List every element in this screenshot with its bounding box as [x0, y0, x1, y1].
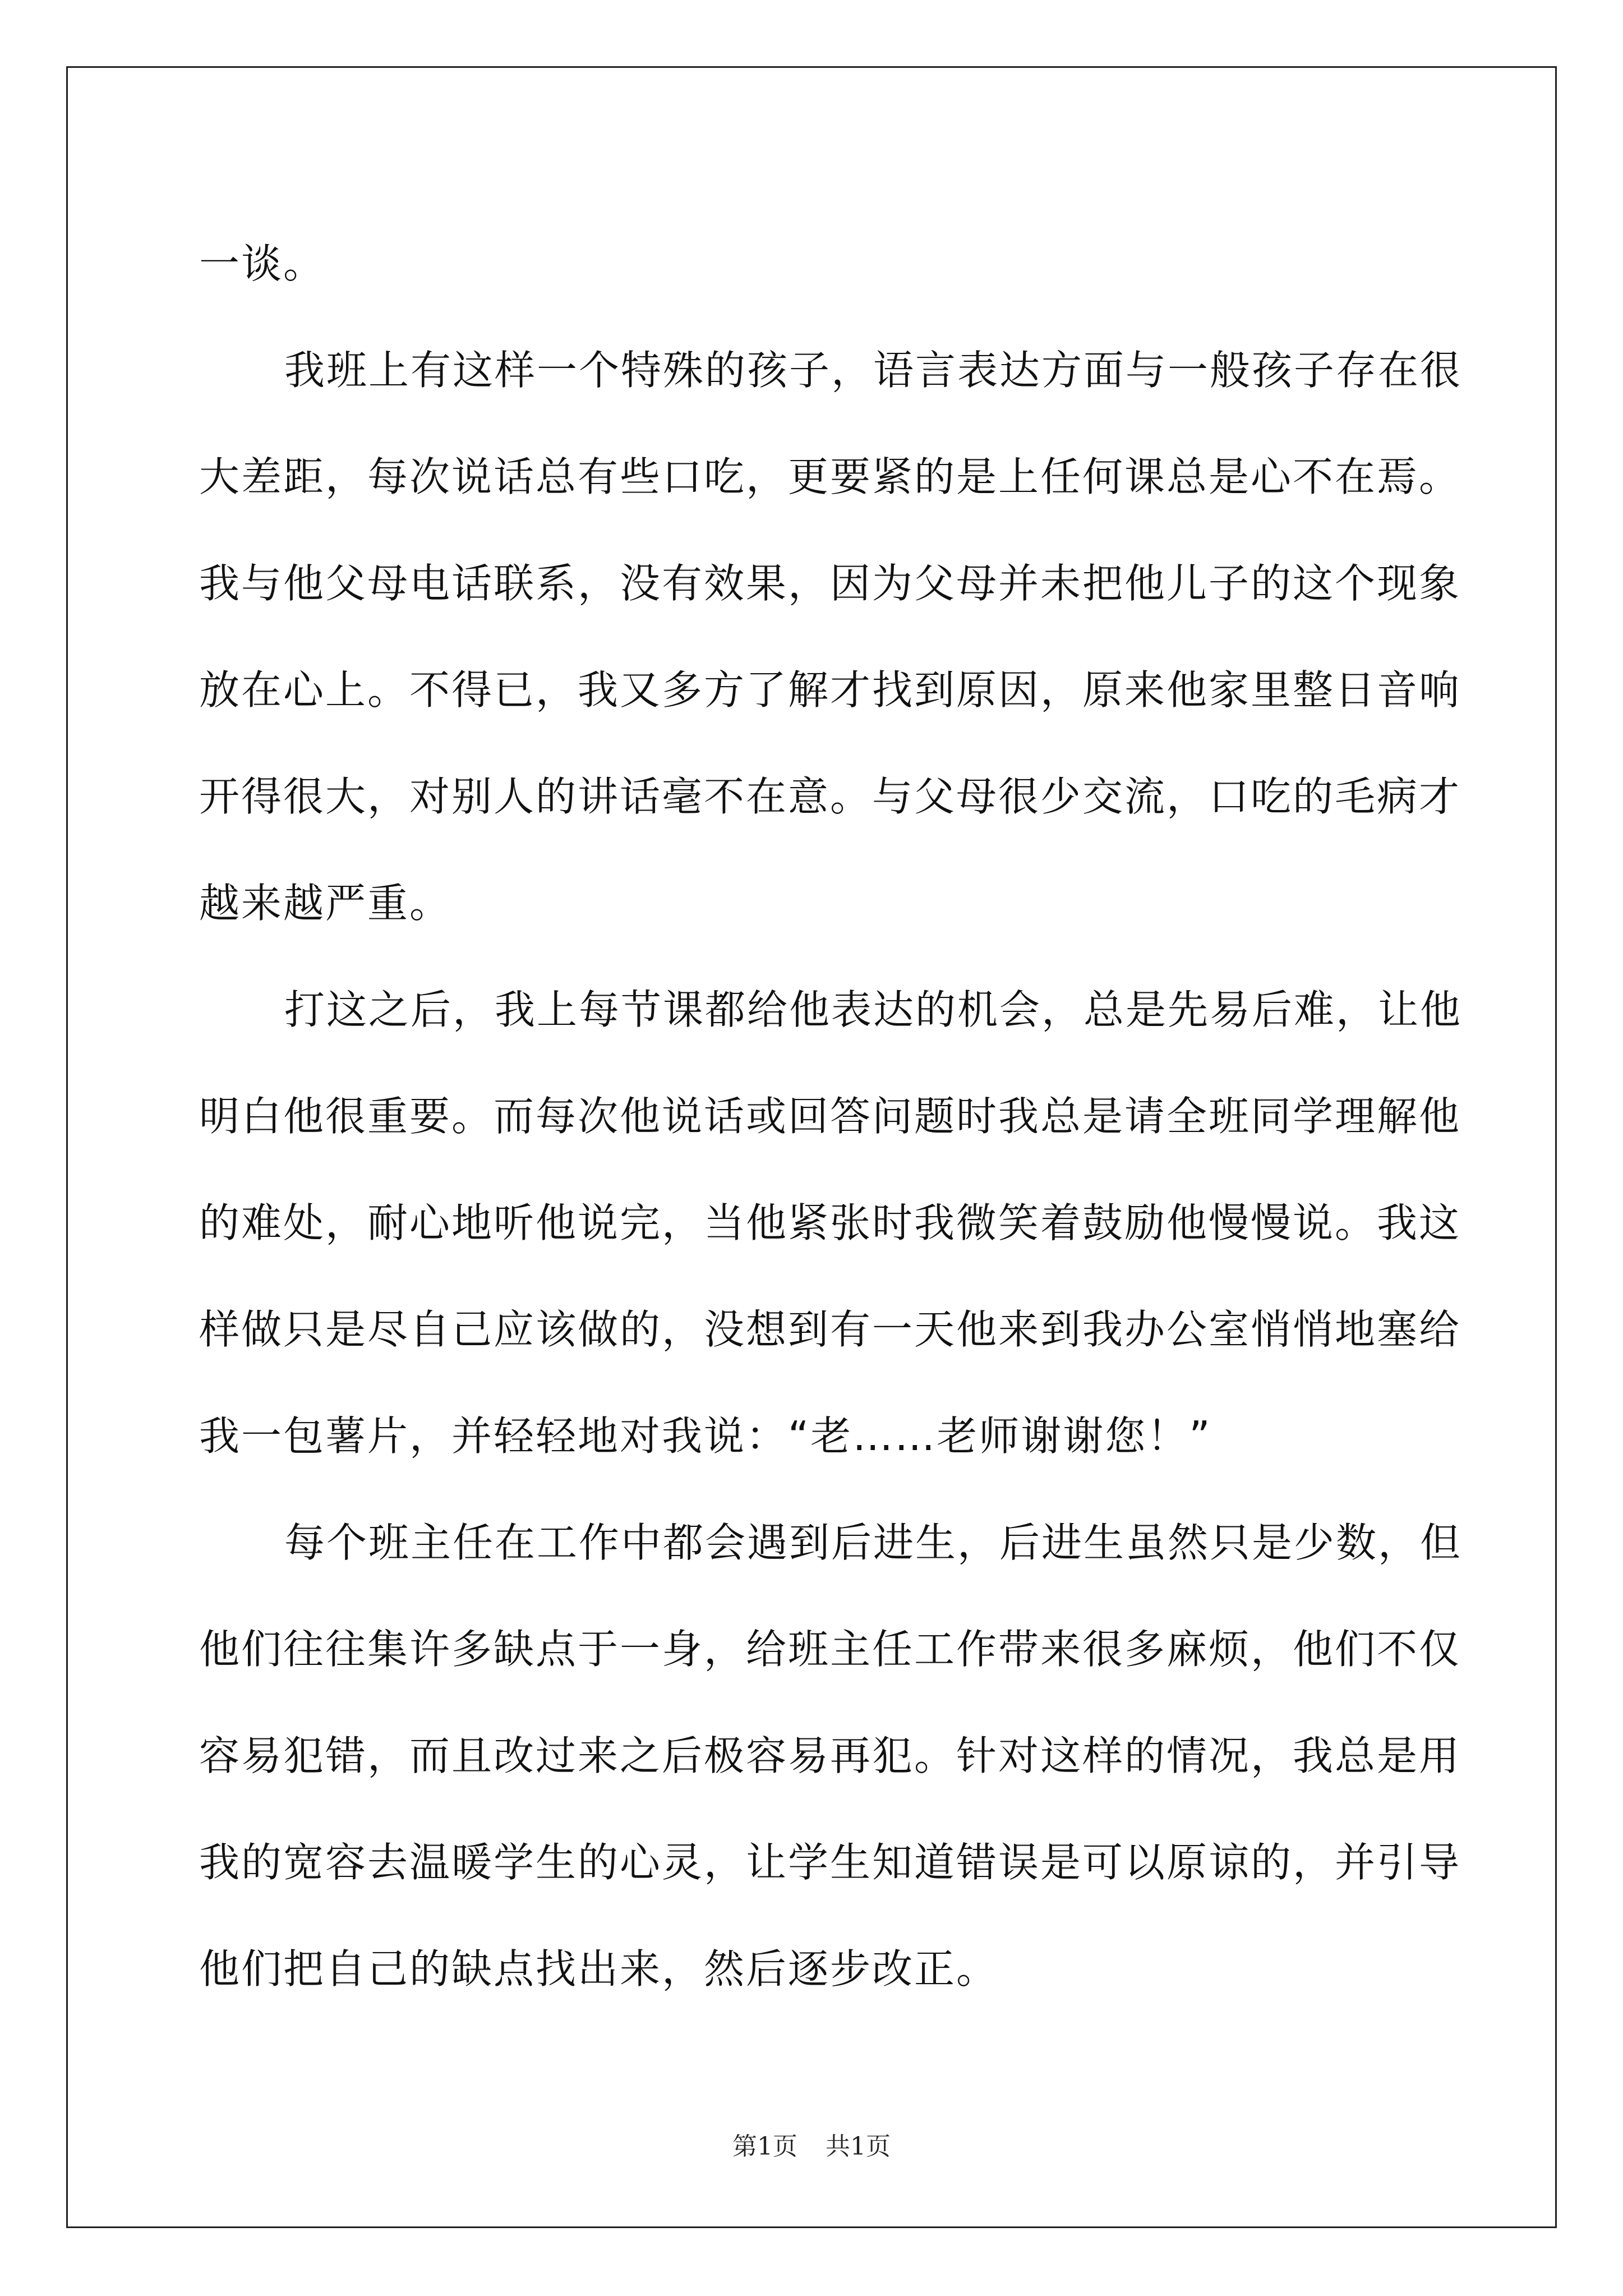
- text-line: 的难处，耐心地听他说完，当他紧张时我微笑着鼓励他慢慢说。我这: [199, 1199, 1461, 1246]
- page-footer: [0, 2126, 1623, 2162]
- page-number: 第1页: [732, 2132, 797, 2161]
- document-body: [199, 210, 1463, 2022]
- text-line: 大差距，每次说话总有些口吃，更要紧的是上任何课总是心不在焉。: [199, 453, 1461, 500]
- text-line: 一谈。: [199, 240, 326, 287]
- page-total: 共1页: [826, 2132, 891, 2161]
- text-line: 我的宽容去温暖学生的心灵，让学生知道错误是可以原谅的，并引导: [199, 1839, 1461, 1886]
- text-line: 开得很大，对别人的讲话毫不在意。与父母很少交流，口吃的毛病才: [199, 773, 1461, 820]
- text-line: 我与他父母电话联系，没有效果，因为父母并未把他儿子的这个现象: [199, 560, 1461, 607]
- text-line: 我班上有这样一个特殊的孩子，语言表达方面与一般孩子存在很: [284, 347, 1463, 394]
- text-line: 他们往往集许多缺点于一身，给班主任工作带来很多麻烦，他们不仅: [199, 1626, 1461, 1673]
- text-line: 我一包薯片，并轻轻地对我说：“老……老师谢谢您！”: [199, 1412, 1212, 1460]
- text-line: 每个班主任在工作中都会遇到后进生，后进生虽然只是少数，但: [284, 1519, 1463, 1566]
- text-line: 放在心上。不得已，我又多方了解才找到原因，原来他家里整日音响: [199, 666, 1461, 714]
- text-line: 容易犯错，而且改过来之后极容易再犯。针对这样的情况，我总是用: [199, 1732, 1461, 1779]
- text-line: 越来越严重。: [199, 880, 452, 927]
- text-line: 打这之后，我上每节课都给他表达的机会，总是先易后难，让他: [284, 986, 1463, 1033]
- text-line: 明白他很重要。而每次他说话或回答问题时我总是请全班同学理解他: [199, 1093, 1461, 1140]
- text-line: 样做只是尽自己应该做的，没想到有一天他来到我办公室悄悄地塞给: [199, 1306, 1461, 1353]
- text-line: 他们把自己的缺点找出来，然后逐步改正。: [199, 1945, 999, 1993]
